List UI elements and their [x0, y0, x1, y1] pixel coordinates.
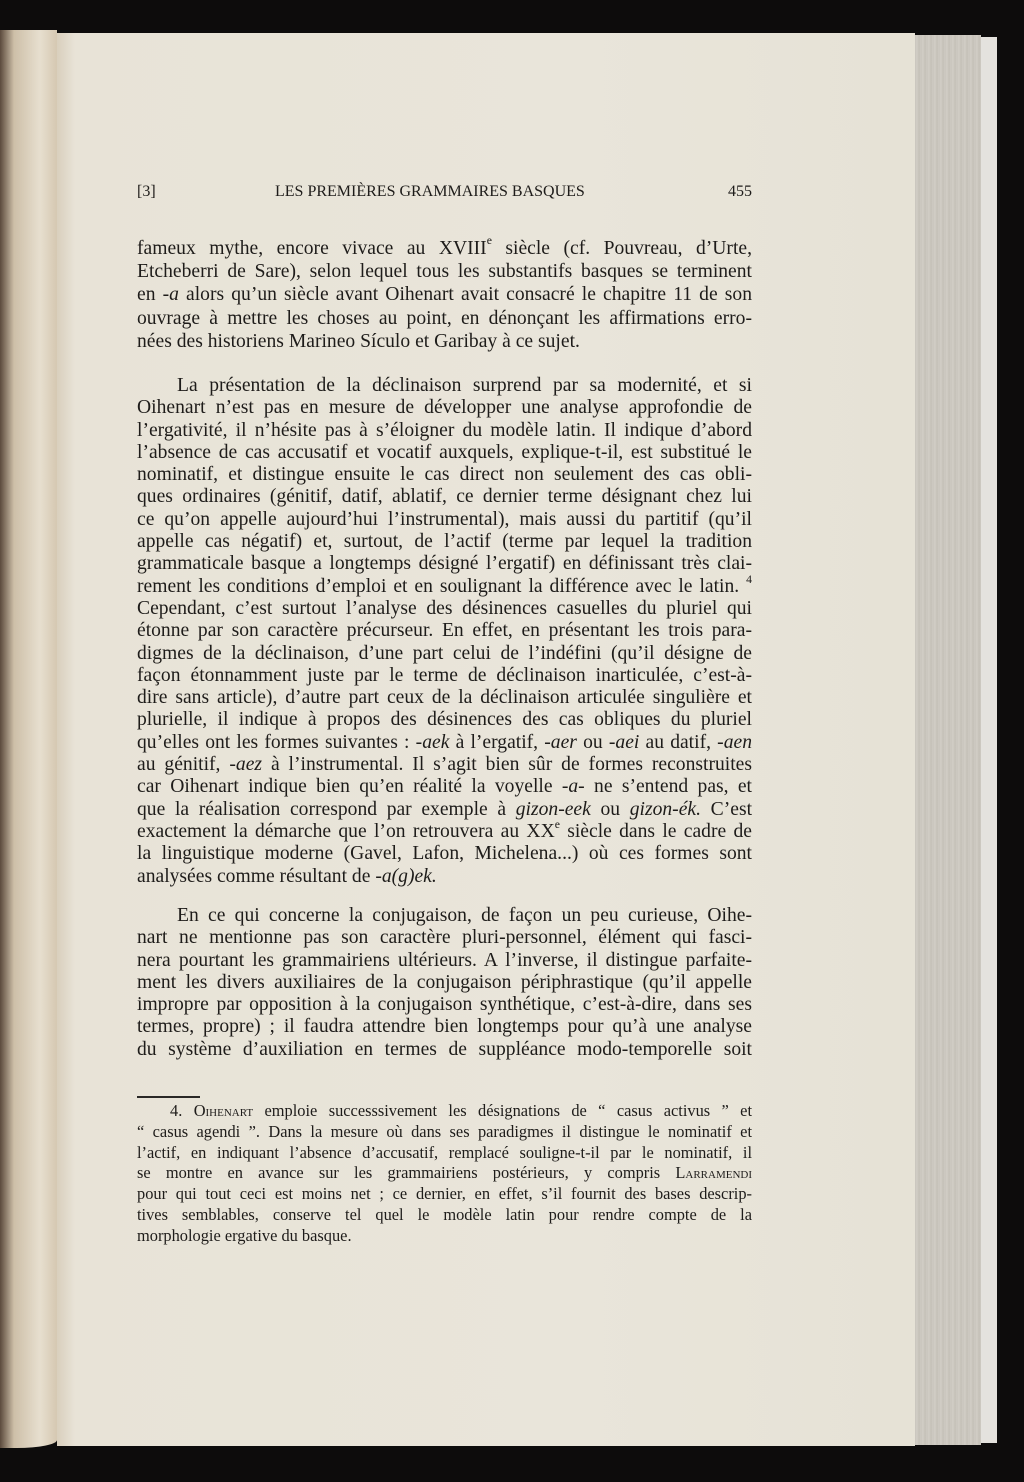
text-line [137, 553, 752, 575]
text-line [137, 1205, 752, 1226]
section-number: [3] [137, 183, 156, 200]
text-line [137, 1016, 752, 1038]
text-line [137, 994, 752, 1016]
text-line [137, 754, 752, 776]
text-run: nart ne mentionne pas son caractère pluri-personnel, élément qui fasci- [137, 927, 752, 949]
text-line [137, 572, 752, 598]
footnote-4 [137, 1101, 752, 1247]
text-run: ment les divers auxiliaires de la conjugaison périphrastique (qu’il appelle [137, 971, 752, 993]
text-line [137, 375, 752, 397]
text-run: l’absence de cas accusatif et vocatif auxquels, explique-t-il, est substitué le [137, 441, 752, 463]
text-line [137, 665, 752, 687]
text-line [137, 687, 752, 709]
text-run: En ce qui concerne la conjugaison, de façon un peu curieuse, Oihe- [177, 905, 752, 926]
text-line [137, 442, 752, 464]
text-line [137, 531, 752, 553]
author-name: Oihenart [193, 1101, 254, 1120]
text-run: Etcheberri de Sare), selon lequel tous les substantifs basques se terminent [137, 261, 752, 283]
text-run: ce qu’on appelle aujourd’hui l’instrumental), mais aussi du partitif (qu’il [137, 508, 752, 530]
italic-term: -aez [229, 754, 263, 776]
text-line [137, 799, 752, 821]
text-run: à l’instrumental. Il s’agit bien sûr de formes reconstruites [262, 754, 752, 776]
running-header [137, 183, 752, 205]
text-run: nées des historiens Marineo Sículo et Garibay à ce sujet. [137, 330, 580, 352]
text-line [137, 972, 752, 994]
italic-term: gizon-ék. [629, 798, 701, 820]
italic-term: -aer [544, 731, 577, 753]
paragraph-2 [137, 375, 752, 888]
text-run: rement les conditions d’emploi et en soulignant la différence avec le latin. [137, 575, 747, 597]
text-run: Cependant, c’est surtout l’analyse des désinences casuelles du pluriel qui [137, 597, 752, 619]
text-line [137, 950, 752, 972]
text-run: car Oihenart indique bien qu’en réalité la voyelle [137, 776, 562, 798]
text-line [137, 905, 752, 927]
text-line [137, 1122, 752, 1143]
text-line [137, 776, 752, 798]
text-run: siècle dans le cadre de [559, 820, 752, 842]
text-run: au datif, [639, 731, 718, 753]
text-line [137, 486, 752, 508]
text-line [137, 283, 752, 306]
cover-edge [981, 37, 997, 1443]
text-line [137, 709, 752, 731]
text-run: C’est [701, 798, 753, 820]
italic-term: -aen [717, 731, 752, 753]
text-line [137, 1101, 752, 1122]
paragraph-3 [137, 905, 752, 1061]
text-run: du système d’auxiliation en termes de suppléance modo-temporelle soit [137, 1038, 752, 1060]
text-run: nominatif, et distingue ensuite le cas direct non seulement des cas obli- [137, 464, 752, 486]
text-line [137, 397, 752, 419]
text-run: alors qu’un siècle avant Oihenart avait consacré le chapitre 11 de son [178, 284, 752, 306]
text-line [137, 620, 752, 642]
superscript: 4 [746, 572, 752, 586]
text-run: se montre en avance sur les grammairiens postérieurs, y compris [137, 1163, 676, 1183]
text-run: La présentation de la déclinaison surprend par sa modernité, et si [177, 375, 752, 396]
text-line [137, 464, 752, 486]
italic-term: -aek [415, 731, 450, 753]
text-line [137, 1163, 752, 1184]
text-line [137, 260, 752, 283]
text-run: façon étonnamment juste par le terme de déclinaison inarticulée, c’est-à- [137, 664, 752, 686]
text-line [137, 866, 752, 888]
facing-page-edge [0, 30, 57, 1448]
text-run: l’actif, en indiquant l’absence d’accusatif, remplacé souligne-t-il par le nominatif, il [137, 1142, 752, 1162]
text-run: plurielle, il indique à propos des désinences des cas obliques du pluriel [137, 709, 752, 731]
text-run: étonne par son caractère précurseur. En effet, en présentant les trois para- [137, 620, 752, 642]
text-line [137, 927, 752, 949]
text-run: qu’elles ont les formes suivantes : [137, 731, 416, 753]
superscript: e [486, 234, 492, 247]
text-run: à l’ergatif, [449, 731, 545, 753]
text-run: Oihenart n’est pas en mesure de développer une analyse approfondie de [137, 397, 752, 419]
text-line [137, 330, 752, 353]
text-run: 4. [170, 1101, 194, 1120]
text-run: analysées comme résultant de [137, 865, 376, 887]
paragraph-1 [137, 234, 752, 353]
text-run: pour qui tout ceci est moins net ; ce dernier, en effet, s’il fournit des bases descrip- [137, 1184, 752, 1204]
page-stack-edges [915, 35, 981, 1445]
text-run: ou [576, 731, 609, 753]
footnote-separator [137, 1096, 200, 1098]
text-line [137, 1184, 752, 1205]
text-line [137, 509, 752, 531]
text-run: en [137, 284, 163, 306]
text-run: impropre par opposition à la conjugaison synthétique, c’est-à-dire, dans ses [137, 994, 752, 1016]
text-run: que la réalisation correspond par exemple à [137, 798, 516, 820]
text-run: termes, propre) ; il faudra attendre bien longtemps pour qu’à une analyse [137, 1016, 752, 1038]
text-line [137, 643, 752, 665]
italic-term: -a [162, 284, 179, 306]
italic-term: -a(g)ek. [375, 865, 437, 887]
italic-term: -aei [608, 731, 640, 753]
text-run: morphologie ergative du basque. [137, 1225, 352, 1245]
author-name: Larramendi [675, 1163, 752, 1183]
text-run: au génitif, [137, 754, 230, 776]
text-run: emploie successsivement les désignations de “ casus activus ” et [253, 1101, 753, 1120]
text-run: la linguistique moderne (Gavel, Lafon, Michelena...) où ces formes sont [137, 843, 752, 865]
text-run: tives semblables, conserve tel quel le modèle latin pour rendre compte de la [137, 1204, 752, 1224]
text-run: exactement la démarche que l’on retrouvera au XX [137, 820, 555, 842]
text-run: ou [590, 798, 630, 820]
italic-term: gizon-eek [515, 798, 591, 820]
text-run: siècle (cf. Pouvreau, d’Urte, [491, 238, 752, 259]
italic-term: -a- [561, 776, 585, 798]
text-line [137, 307, 752, 330]
page-number: 455 [728, 183, 752, 200]
text-line [137, 420, 752, 442]
text-run: appelle cas négatif) et, surtout, de l’actif (terme par lequel la tradition [137, 531, 752, 553]
text-run: l’ergativité, il n’hésite pas à s’éloigner du modèle latin. Il indique d’abord [137, 419, 752, 441]
text-line [137, 1143, 752, 1164]
text-line [137, 732, 752, 754]
text-run: ques ordinaires (génitif, datif, ablatif, ce dernier terme désignant chez lui [137, 486, 752, 508]
text-run: fameux mythe, encore vivace au XVIII [137, 238, 487, 259]
text-run: digmes de la déclinaison, d’une part celui de l’indéfini (qu’il désigne de [137, 642, 752, 664]
text-run: grammaticale basque a longtemps désigné l’ergatif) en définissant très clai- [137, 553, 752, 575]
running-title: LES PREMIÈRES GRAMMAIRES BASQUES [275, 183, 585, 200]
text-line [137, 843, 752, 865]
superscript: e [554, 817, 560, 831]
text-run: ouvrage à mettre les choses au point, en dénonçant les affirmations erro- [137, 307, 752, 329]
text-line [137, 1039, 752, 1061]
text-line [137, 817, 752, 843]
text-line [137, 1226, 752, 1247]
text-line [137, 234, 752, 260]
text-run: dire sans article), d’autre part ceux de la déclinaison articulée singulière et [137, 687, 752, 709]
text-run: nera pourtant les grammairiens ultérieurs. A l’inverse, il distingue parfaite- [137, 949, 752, 971]
text-run: ne s’entend pas, et [584, 776, 753, 798]
text-run: “ casus agendi ”. Dans la mesure où dans ses paradigmes il distingue le nominatif et [137, 1121, 752, 1141]
text-line [137, 598, 752, 620]
